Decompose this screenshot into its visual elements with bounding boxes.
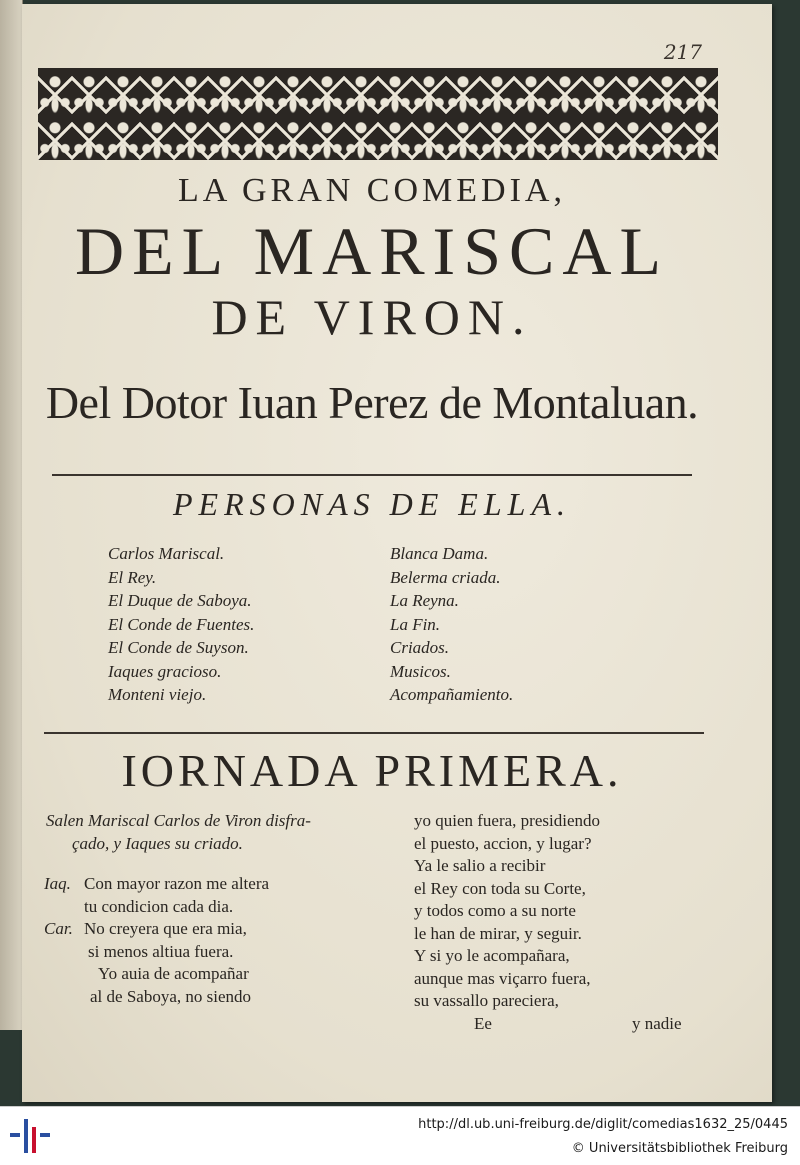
verse-line: Y si yo le acompañara, <box>414 946 570 965</box>
footer-bar <box>0 1106 800 1165</box>
verse-line: y todos como a su norte <box>414 901 576 920</box>
cast-item: Criados. <box>390 638 450 657</box>
cast-item: El Duque de Saboya. <box>108 591 252 610</box>
verse-line: le han de mirar, y seguir. <box>414 923 582 943</box>
page-number: 217 <box>663 40 702 64</box>
verse-text: si menos altiua fuera. <box>88 941 234 961</box>
catchword-signature: Ee <box>474 1014 492 1033</box>
title-line-3: DE VIRON. <box>211 289 533 345</box>
verse-line: el puesto, accion, y lugar? <box>414 833 592 853</box>
cast-item: La Fin. <box>390 614 441 634</box>
speaker-label: Car. <box>44 919 73 938</box>
verse-line <box>44 986 374 1009</box>
cast-item: Acompañamiento. <box>390 685 514 704</box>
verse-line: yo quien fuera, presidiendo <box>414 811 600 830</box>
ub-freiburg-logo-icon[interactable] <box>10 1115 52 1155</box>
verse-column-left <box>44 810 374 1008</box>
previous-page-edge <box>0 0 23 1030</box>
verse-line: su vassallo pareciera, <box>414 991 559 1010</box>
scanned-page <box>22 4 772 1102</box>
catchword: y nadie <box>632 1014 682 1033</box>
cast-item: El Rey. <box>108 567 157 587</box>
verse-line <box>44 873 374 896</box>
cast-item: El Conde de Fuentes. <box>108 614 255 634</box>
cast-list-right <box>390 542 513 707</box>
title-line-1: LA GRAN COMEDIA, <box>178 172 566 209</box>
verse-line <box>44 941 374 964</box>
stage-direction: Salen Mariscal Carlos de Viron disfra- <box>46 811 311 830</box>
ornamental-border-icon <box>38 68 718 160</box>
cast-list-left <box>108 542 254 707</box>
cast-item: Iaques gracioso. <box>108 661 222 681</box>
author-line: Del Dotor Iuan Perez de Montaluan. <box>45 377 699 428</box>
document-url-link[interactable]: http://dl.ub.uni-freiburg.de/diglit/comedias1632_25/0445 <box>418 1117 788 1132</box>
cast-item: Belerma criada. <box>390 567 501 587</box>
verse-line <box>44 896 374 919</box>
verse-text: Con mayor razon me altera <box>84 874 270 893</box>
divider <box>52 474 692 476</box>
cast-item: La Reyna. <box>390 591 459 610</box>
speaker-label: Iaq. <box>44 874 71 893</box>
verse-text: al de Saboya, no siendo <box>90 986 251 1006</box>
verse-line: Ya le salio a recibir <box>414 856 546 875</box>
personas-heading: PERSONAS DE ELLA. <box>173 486 571 522</box>
cast-item: El Conde de Suyson. <box>108 638 249 657</box>
cast-item: Musicos. <box>390 661 451 681</box>
verse-line <box>44 918 374 941</box>
verse-line: el Rey con toda su Corte, <box>414 878 586 898</box>
verse-text: Yo auia de acompañar <box>98 964 249 983</box>
cast-item: Carlos Mariscal. <box>108 544 225 563</box>
cast-item: Monteni viejo. <box>108 685 207 704</box>
verse-text: tu condicion cada dia. <box>84 896 234 916</box>
verse-line <box>44 963 374 986</box>
verse-line: aunque mas viçarro fuera, <box>414 968 591 988</box>
jornada-heading: IORNADA PRIMERA. <box>121 745 623 796</box>
divider <box>44 732 704 734</box>
copyright-text: © Universitätsbibliothek Freiburg <box>571 1141 788 1156</box>
verse-column-right <box>414 810 714 1013</box>
verse-text: No creyera que era mia, <box>84 919 247 938</box>
cast-item: Blanca Dama. <box>390 544 489 563</box>
stage-direction: çado, y Iaques su criado. <box>72 833 243 853</box>
title-line-2: DEL MARISCAL <box>74 213 670 289</box>
